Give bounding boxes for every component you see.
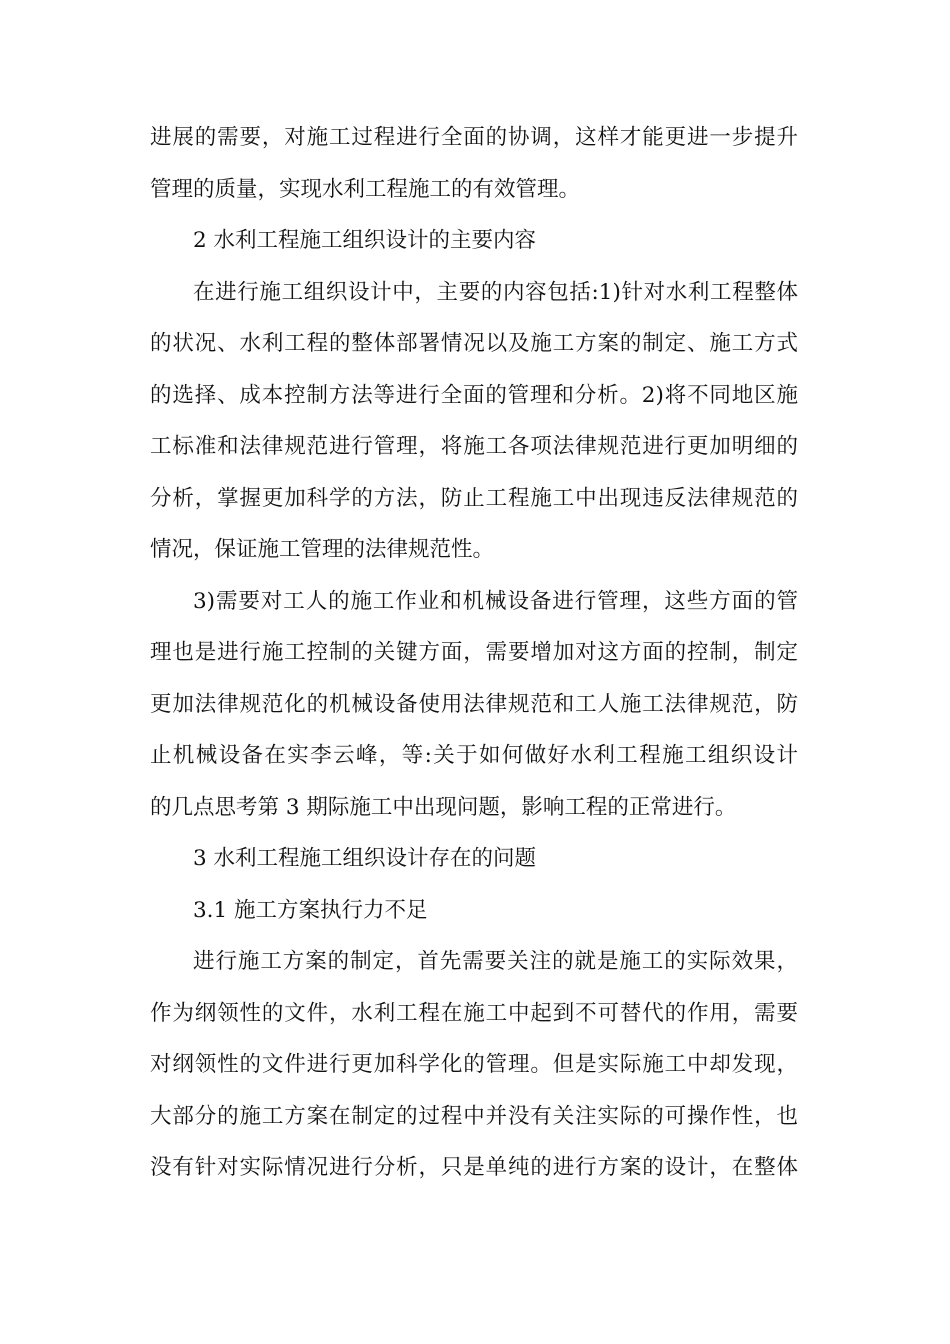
document-body bbox=[150, 112, 798, 1194]
text-line: 的状况、水利工程的整体部署情况以及施工方案的制定、施工方式 bbox=[150, 331, 798, 356]
text-line: 管理的质量，实现水利工程施工的有效管理。 bbox=[150, 176, 581, 202]
text-line: 进行施工方案的制定，首先需要关注的就是施工的实际效果， bbox=[193, 949, 798, 974]
text-line: 进展的需要，对施工过程进行全面的协调，这样才能更进一步提升 bbox=[150, 125, 798, 150]
text-line: 没有针对实际情况进行分析，只是单纯的进行方案的设计，在整体 bbox=[150, 1155, 798, 1180]
text-line: 在进行施工组织设计中，主要的内容包括:1)针对水利工程整体 bbox=[193, 279, 798, 305]
text-line: 作为纲领性的文件，水利工程在施工中起到不可替代的作用，需要 bbox=[150, 1000, 798, 1026]
text-line: 情况，保证施工管理的法律规范性。 bbox=[150, 537, 495, 562]
text-line: 工标准和法律规范进行管理，将施工各项法律规范进行更加明细的 bbox=[150, 434, 798, 459]
text-line: 的几点思考第 3 期际施工中出现问题，影响工程的正常进行。 bbox=[150, 794, 737, 820]
subsection-heading: 3.1 施工方案执行力不足 bbox=[193, 897, 428, 923]
text-line: 理也是进行施工控制的关键方面，需要增加对这方面的控制，制定 bbox=[150, 640, 798, 665]
text-line: 止机械设备在实李云峰，等:关于如何做好水利工程施工组织设计 bbox=[150, 743, 798, 768]
text-line: 对纲领性的文件进行更加科学化的管理。但是实际施工中却发现， bbox=[150, 1052, 798, 1077]
section-heading: 3 水利工程施工组织设计存在的问题 bbox=[193, 846, 537, 871]
text-line: 3)需要对工人的施工作业和机械设备进行管理，这些方面的管 bbox=[193, 588, 798, 614]
section-heading: 2 水利工程施工组织设计的主要内容 bbox=[193, 228, 537, 253]
text-line: 分析，掌握更加科学的方法，防止工程施工中出现违反法律规范的 bbox=[150, 485, 798, 511]
text-line: 更加法律规范化的机械设备使用法律规范和工人施工法律规范，防 bbox=[150, 691, 798, 717]
text-line: 大部分的施工方案在制定的过程中并没有关注实际的可操作性，也 bbox=[150, 1103, 798, 1129]
text-line: 的选择、成本控制方法等进行全面的管理和分析。2)将不同地区施 bbox=[150, 382, 798, 408]
